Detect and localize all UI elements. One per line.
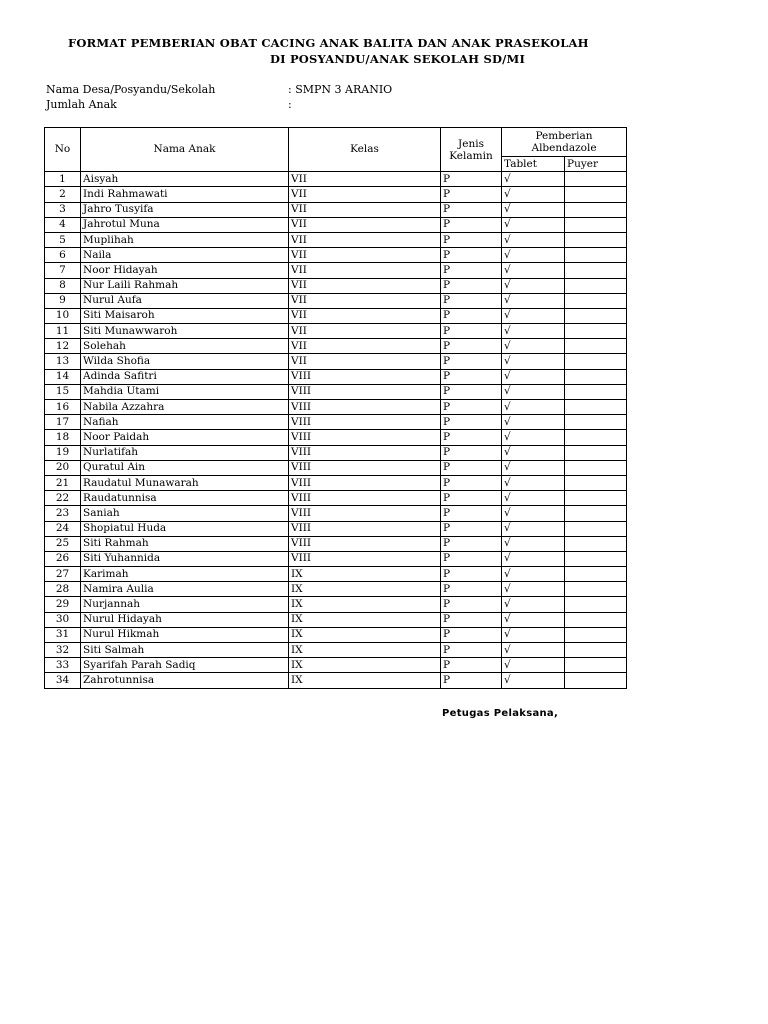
kelas-cell: IX bbox=[289, 673, 441, 688]
kelas-cell: VIII bbox=[289, 369, 441, 384]
puyer-cell bbox=[565, 506, 627, 521]
jenis-kelamin-cell: P bbox=[441, 445, 502, 460]
table-row bbox=[45, 202, 627, 217]
row-number: 28 bbox=[45, 582, 81, 597]
jenis-kelamin-cell: P bbox=[441, 673, 502, 688]
jenis-kelamin-cell: P bbox=[441, 612, 502, 627]
jenis-kelamin-cell: P bbox=[441, 278, 502, 293]
kelas-cell: VII bbox=[289, 217, 441, 232]
table-row bbox=[45, 415, 627, 430]
table-row bbox=[45, 445, 627, 460]
row-number: 2 bbox=[45, 187, 81, 202]
jenis-kelamin-cell: P bbox=[441, 248, 502, 263]
desa-value: : SMPN 3 ARANIO bbox=[288, 83, 393, 96]
kelas-cell: IX bbox=[289, 597, 441, 612]
jenis-kelamin-cell: P bbox=[441, 475, 502, 490]
table-row bbox=[45, 658, 627, 673]
puyer-cell bbox=[565, 187, 627, 202]
tablet-cell: √ bbox=[502, 308, 565, 323]
puyer-cell bbox=[565, 369, 627, 384]
header-puyer: Puyer bbox=[565, 157, 627, 172]
jenis-kelamin-cell: P bbox=[441, 293, 502, 308]
kelas-cell: VIII bbox=[289, 460, 441, 475]
tablet-cell: √ bbox=[502, 567, 565, 582]
nama-anak-cell: Muplihah bbox=[81, 232, 289, 247]
row-number: 12 bbox=[45, 339, 81, 354]
jenis-kelamin-cell: P bbox=[441, 506, 502, 521]
puyer-cell bbox=[565, 567, 627, 582]
table-row bbox=[45, 248, 627, 263]
row-number: 25 bbox=[45, 536, 81, 551]
table-row bbox=[45, 491, 627, 506]
puyer-cell bbox=[565, 384, 627, 399]
puyer-cell bbox=[565, 278, 627, 293]
puyer-cell bbox=[565, 263, 627, 278]
jenis-kelamin-cell: P bbox=[441, 536, 502, 551]
puyer-cell bbox=[565, 354, 627, 369]
tablet-cell: √ bbox=[502, 521, 565, 536]
tablet-cell: √ bbox=[502, 202, 565, 217]
puyer-cell bbox=[565, 627, 627, 642]
row-number: 3 bbox=[45, 202, 81, 217]
table-row bbox=[45, 400, 627, 415]
jenis-kelamin-cell: P bbox=[441, 415, 502, 430]
tablet-cell: √ bbox=[502, 475, 565, 490]
puyer-cell bbox=[565, 172, 627, 187]
table-row bbox=[45, 536, 627, 551]
nama-anak-cell: Siti Yuhannida bbox=[81, 551, 289, 566]
row-number: 33 bbox=[45, 658, 81, 673]
jenis-kelamin-cell: P bbox=[441, 627, 502, 642]
nama-anak-cell: Wilda Shofia bbox=[81, 354, 289, 369]
header-jenis-kelamin: Jenis Kelamin bbox=[441, 128, 502, 172]
puyer-cell bbox=[565, 475, 627, 490]
nama-anak-cell: Mahdia Utami bbox=[81, 384, 289, 399]
table-row bbox=[45, 278, 627, 293]
kelas-cell: IX bbox=[289, 582, 441, 597]
nama-anak-cell: Nurjannah bbox=[81, 597, 289, 612]
kelas-cell: IX bbox=[289, 612, 441, 627]
tablet-cell: √ bbox=[502, 627, 565, 642]
nama-anak-cell: Namira Aulia bbox=[81, 582, 289, 597]
tablet-cell: √ bbox=[502, 658, 565, 673]
puyer-cell bbox=[565, 445, 627, 460]
row-number: 14 bbox=[45, 369, 81, 384]
puyer-cell bbox=[565, 324, 627, 339]
table-row bbox=[45, 232, 627, 247]
header-no: No bbox=[45, 128, 81, 172]
jenis-kelamin-cell: P bbox=[441, 643, 502, 658]
row-number: 27 bbox=[45, 567, 81, 582]
header-tablet: Tablet bbox=[502, 157, 565, 172]
kelas-cell: IX bbox=[289, 643, 441, 658]
puyer-cell bbox=[565, 491, 627, 506]
table-row bbox=[45, 627, 627, 642]
table-row bbox=[45, 673, 627, 688]
puyer-cell bbox=[565, 597, 627, 612]
kelas-cell: VIII bbox=[289, 384, 441, 399]
nama-anak-cell: Raudatunnisa bbox=[81, 491, 289, 506]
nama-anak-cell: Naila bbox=[81, 248, 289, 263]
tablet-cell: √ bbox=[502, 324, 565, 339]
row-number: 13 bbox=[45, 354, 81, 369]
puyer-cell bbox=[565, 658, 627, 673]
tablet-cell: √ bbox=[502, 369, 565, 384]
tablet-cell: √ bbox=[502, 430, 565, 445]
tablet-cell: √ bbox=[502, 354, 565, 369]
table-row bbox=[45, 384, 627, 399]
puyer-cell bbox=[565, 400, 627, 415]
kelas-cell: VIII bbox=[289, 445, 441, 460]
puyer-cell bbox=[565, 248, 627, 263]
nama-anak-cell: Solehah bbox=[81, 339, 289, 354]
table-row bbox=[45, 430, 627, 445]
puyer-cell bbox=[565, 293, 627, 308]
puyer-cell bbox=[565, 202, 627, 217]
jenis-kelamin-cell: P bbox=[441, 308, 502, 323]
table-row bbox=[45, 308, 627, 323]
nama-anak-cell: Nurul Aufa bbox=[81, 293, 289, 308]
nama-anak-cell: Saniah bbox=[81, 506, 289, 521]
puyer-cell bbox=[565, 582, 627, 597]
row-number: 34 bbox=[45, 673, 81, 688]
tablet-cell: √ bbox=[502, 582, 565, 597]
row-number: 19 bbox=[45, 445, 81, 460]
desa-label: Nama Desa/Posyandu/Sekolah bbox=[46, 83, 216, 96]
tablet-cell: √ bbox=[502, 460, 565, 475]
row-number: 22 bbox=[45, 491, 81, 506]
tablet-cell: √ bbox=[502, 232, 565, 247]
nama-anak-cell: Shopiatul Huda bbox=[81, 521, 289, 536]
table-row bbox=[45, 263, 627, 278]
tablet-cell: √ bbox=[502, 278, 565, 293]
nama-anak-cell: Siti Maisaroh bbox=[81, 308, 289, 323]
kelas-cell: VII bbox=[289, 308, 441, 323]
nama-anak-cell: Syarifah Parah Sadiq bbox=[81, 658, 289, 673]
document-title-line-2: DI POSYANDU/ANAK SEKOLAH SD/MI bbox=[270, 52, 526, 66]
table-row bbox=[45, 187, 627, 202]
jenis-kelamin-cell: P bbox=[441, 460, 502, 475]
tablet-cell: √ bbox=[502, 339, 565, 354]
row-number: 24 bbox=[45, 521, 81, 536]
kelas-cell: VII bbox=[289, 248, 441, 263]
kelas-cell: VII bbox=[289, 263, 441, 278]
row-number: 31 bbox=[45, 627, 81, 642]
table-row bbox=[45, 567, 627, 582]
tablet-cell: √ bbox=[502, 536, 565, 551]
nama-anak-cell: Karimah bbox=[81, 567, 289, 582]
tablet-cell: √ bbox=[502, 415, 565, 430]
table-row bbox=[45, 354, 627, 369]
tablet-cell: √ bbox=[502, 384, 565, 399]
puyer-cell bbox=[565, 673, 627, 688]
kelas-cell: VIII bbox=[289, 491, 441, 506]
table-row bbox=[45, 172, 627, 187]
kelas-cell: VII bbox=[289, 232, 441, 247]
kelas-cell: VII bbox=[289, 278, 441, 293]
table-row bbox=[45, 460, 627, 475]
puyer-cell bbox=[565, 308, 627, 323]
nama-anak-cell: Nur Laili Rahmah bbox=[81, 278, 289, 293]
kelas-cell: VII bbox=[289, 324, 441, 339]
row-number: 8 bbox=[45, 278, 81, 293]
row-number: 9 bbox=[45, 293, 81, 308]
jenis-kelamin-cell: P bbox=[441, 491, 502, 506]
puyer-cell bbox=[565, 551, 627, 566]
nama-anak-cell: Nafiah bbox=[81, 415, 289, 430]
nama-anak-cell: Indi Rahmawati bbox=[81, 187, 289, 202]
jenis-kelamin-cell: P bbox=[441, 551, 502, 566]
nama-anak-cell: Siti Salmah bbox=[81, 643, 289, 658]
jenis-kelamin-cell: P bbox=[441, 400, 502, 415]
row-number: 23 bbox=[45, 506, 81, 521]
puyer-cell bbox=[565, 339, 627, 354]
kelas-cell: IX bbox=[289, 658, 441, 673]
row-number: 10 bbox=[45, 308, 81, 323]
jenis-kelamin-cell: P bbox=[441, 339, 502, 354]
table-body bbox=[45, 172, 627, 688]
table-row bbox=[45, 521, 627, 536]
table-row bbox=[45, 612, 627, 627]
jenis-kelamin-cell: P bbox=[441, 658, 502, 673]
jenis-kelamin-cell: P bbox=[441, 263, 502, 278]
tablet-cell: √ bbox=[502, 491, 565, 506]
kelas-cell: IX bbox=[289, 627, 441, 642]
row-number: 20 bbox=[45, 460, 81, 475]
jenis-kelamin-cell: P bbox=[441, 384, 502, 399]
table-row bbox=[45, 643, 627, 658]
jenis-kelamin-cell: P bbox=[441, 369, 502, 384]
table-row bbox=[45, 339, 627, 354]
kelas-cell: VII bbox=[289, 339, 441, 354]
row-number: 11 bbox=[45, 324, 81, 339]
kelas-cell: VII bbox=[289, 354, 441, 369]
petugas-pelaksana-label: Petugas Pelaksana, bbox=[442, 708, 559, 719]
nama-anak-cell: Adinda Safitri bbox=[81, 369, 289, 384]
document-title-line-1: FORMAT PEMBERIAN OBAT CACING ANAK BALITA DAN ANAK PRASEKOLAH bbox=[68, 36, 589, 50]
tablet-cell: √ bbox=[502, 445, 565, 460]
tablet-cell: √ bbox=[502, 187, 565, 202]
nama-anak-cell: Nabila Azzahra bbox=[81, 400, 289, 415]
jenis-kelamin-cell: P bbox=[441, 187, 502, 202]
nama-anak-cell: Siti Rahmah bbox=[81, 536, 289, 551]
kelas-cell: VIII bbox=[289, 506, 441, 521]
kelas-cell: VIII bbox=[289, 415, 441, 430]
puyer-cell bbox=[565, 536, 627, 551]
puyer-cell bbox=[565, 415, 627, 430]
jumlah-anak-label: Jumlah Anak bbox=[46, 98, 117, 111]
nama-anak-cell: Zahrotunnisa bbox=[81, 673, 289, 688]
row-number: 16 bbox=[45, 400, 81, 415]
tablet-cell: √ bbox=[502, 263, 565, 278]
row-number: 15 bbox=[45, 384, 81, 399]
tablet-cell: √ bbox=[502, 612, 565, 627]
tablet-cell: √ bbox=[502, 673, 565, 688]
row-number: 17 bbox=[45, 415, 81, 430]
header-pemberian-albendazole: Pemberian Albendazole bbox=[502, 128, 627, 157]
row-number: 26 bbox=[45, 551, 81, 566]
nama-anak-cell: Nurul Hikmah bbox=[81, 627, 289, 642]
nama-anak-cell: Aisyah bbox=[81, 172, 289, 187]
nama-anak-cell: Noor Hidayah bbox=[81, 263, 289, 278]
nama-anak-cell: Quratul Ain bbox=[81, 460, 289, 475]
row-number: 5 bbox=[45, 232, 81, 247]
jenis-kelamin-cell: P bbox=[441, 567, 502, 582]
kelas-cell: VII bbox=[289, 293, 441, 308]
albendazole-table bbox=[44, 127, 627, 689]
puyer-cell bbox=[565, 217, 627, 232]
table-row bbox=[45, 551, 627, 566]
jenis-kelamin-cell: P bbox=[441, 324, 502, 339]
puyer-cell bbox=[565, 612, 627, 627]
puyer-cell bbox=[565, 460, 627, 475]
jumlah-anak-value: : bbox=[288, 98, 292, 111]
jenis-kelamin-cell: P bbox=[441, 202, 502, 217]
row-number: 30 bbox=[45, 612, 81, 627]
kelas-cell: VII bbox=[289, 202, 441, 217]
nama-anak-cell: Noor Paidah bbox=[81, 430, 289, 445]
header-kelas: Kelas bbox=[289, 128, 441, 172]
table-row bbox=[45, 506, 627, 521]
table-row bbox=[45, 597, 627, 612]
jenis-kelamin-cell: P bbox=[441, 354, 502, 369]
jenis-kelamin-cell: P bbox=[441, 232, 502, 247]
kelas-cell: IX bbox=[289, 567, 441, 582]
puyer-cell bbox=[565, 232, 627, 247]
row-number: 29 bbox=[45, 597, 81, 612]
kelas-cell: VIII bbox=[289, 521, 441, 536]
jenis-kelamin-cell: P bbox=[441, 217, 502, 232]
kelas-cell: VIII bbox=[289, 536, 441, 551]
jenis-kelamin-cell: P bbox=[441, 597, 502, 612]
kelas-cell: VII bbox=[289, 187, 441, 202]
jenis-kelamin-cell: P bbox=[441, 172, 502, 187]
row-number: 6 bbox=[45, 248, 81, 263]
puyer-cell bbox=[565, 643, 627, 658]
kelas-cell: VIII bbox=[289, 475, 441, 490]
nama-anak-cell: Nurlatifah bbox=[81, 445, 289, 460]
header-nama-anak: Nama Anak bbox=[81, 128, 289, 172]
tablet-cell: √ bbox=[502, 217, 565, 232]
row-number: 1 bbox=[45, 172, 81, 187]
tablet-cell: √ bbox=[502, 172, 565, 187]
puyer-cell bbox=[565, 430, 627, 445]
tablet-cell: √ bbox=[502, 400, 565, 415]
row-number: 32 bbox=[45, 643, 81, 658]
tablet-cell: √ bbox=[502, 551, 565, 566]
nama-anak-cell: Raudatul Munawarah bbox=[81, 475, 289, 490]
table-row bbox=[45, 582, 627, 597]
row-number: 7 bbox=[45, 263, 81, 278]
kelas-cell: VIII bbox=[289, 430, 441, 445]
table-row bbox=[45, 217, 627, 232]
row-number: 18 bbox=[45, 430, 81, 445]
tablet-cell: √ bbox=[502, 293, 565, 308]
row-number: 21 bbox=[45, 475, 81, 490]
jenis-kelamin-cell: P bbox=[441, 582, 502, 597]
nama-anak-cell: Nurul Hidayah bbox=[81, 612, 289, 627]
tablet-cell: √ bbox=[502, 597, 565, 612]
kelas-cell: VII bbox=[289, 172, 441, 187]
jenis-kelamin-cell: P bbox=[441, 521, 502, 536]
tablet-cell: √ bbox=[502, 248, 565, 263]
tablet-cell: √ bbox=[502, 643, 565, 658]
table-row bbox=[45, 369, 627, 384]
kelas-cell: VIII bbox=[289, 551, 441, 566]
nama-anak-cell: Jahro Tusyifa bbox=[81, 202, 289, 217]
tablet-cell: √ bbox=[502, 506, 565, 521]
table-row bbox=[45, 324, 627, 339]
table-row bbox=[45, 293, 627, 308]
nama-anak-cell: Siti Munawwaroh bbox=[81, 324, 289, 339]
table-row bbox=[45, 475, 627, 490]
kelas-cell: VIII bbox=[289, 400, 441, 415]
nama-anak-cell: Jahrotul Muna bbox=[81, 217, 289, 232]
row-number: 4 bbox=[45, 217, 81, 232]
jenis-kelamin-cell: P bbox=[441, 430, 502, 445]
puyer-cell bbox=[565, 521, 627, 536]
